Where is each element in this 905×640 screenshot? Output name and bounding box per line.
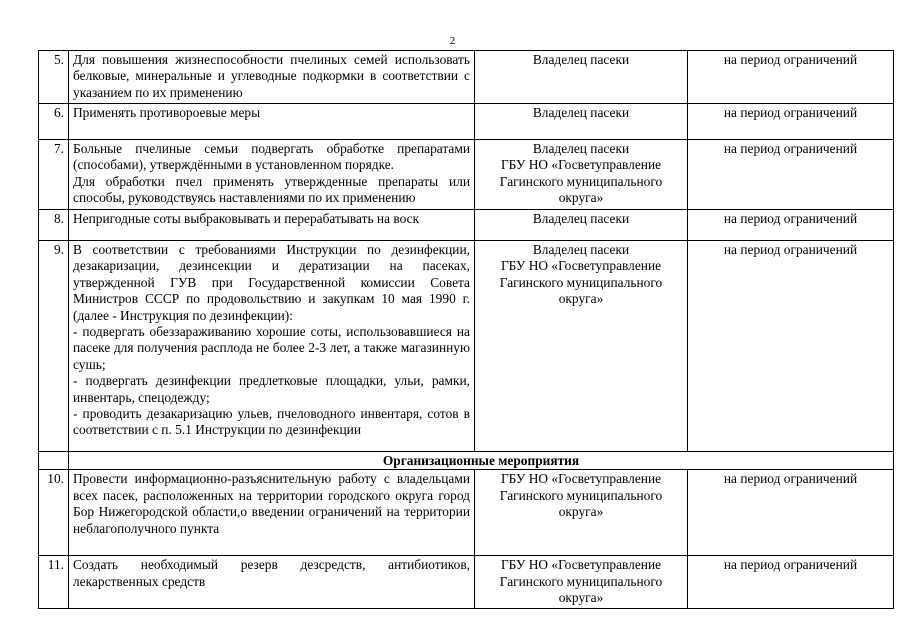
term: на период ограничений: [688, 210, 894, 241]
table-row: [39, 210, 894, 241]
row-number: 11.: [39, 556, 69, 609]
table-row: [39, 104, 894, 140]
executor: Владелец пасеки ГБУ НО «Госветуправление Гагинского муниципального округа»: [475, 241, 688, 452]
executor: Владелец пасеки: [475, 104, 688, 140]
row-number: 8.: [39, 210, 69, 241]
measure-text: Провести информационно-разъяснительную работу с владельцами всех пасек, расположенных на территории городского округа город Бор Нижегородской области,о введении ограничений на территории неблагополучного пункта: [69, 470, 475, 556]
row-number: 9.: [39, 241, 69, 452]
term: на период ограничений: [688, 556, 894, 609]
row-number: 7.: [39, 140, 69, 210]
term: на период ограничений: [688, 241, 894, 452]
row-number: 5.: [39, 51, 69, 104]
section-number-cell: [39, 452, 69, 470]
measures-table-body: [39, 51, 894, 609]
table-row: [39, 470, 894, 556]
measure-text: Применять противороевые меры: [69, 104, 475, 140]
table-row: [39, 556, 894, 609]
term: на период ограничений: [688, 51, 894, 104]
term: на период ограничений: [688, 104, 894, 140]
executor: ГБУ НО «Госветуправление Гагинского муниципального округа»: [475, 556, 688, 609]
term: на период ограничений: [688, 470, 894, 556]
measures-table: [38, 50, 894, 609]
executor: Владелец пасеки ГБУ НО «Госветуправление Гагинского муниципального округа»: [475, 140, 688, 210]
section-row: [39, 452, 894, 470]
measure-text: В соответствии с требованиями Инструкции по дезинфекции, дезакаризации, дезинсекции и дератизации на пасеках, утвержденной ГУВ при Государственной комиссии Совета Министров СССР по продовольствию и закупкам 10 мая 1990 г. (далее - Инструкция по дезинфекции): - подвергать обеззараживанию хорошие соты, использовавшиеся на пасеке для получения расплода не более 2-3 лет, а также магазинную сушь; - подвергать дезинфекции предлетковые площадки, ульи, рамки, инвентарь, спецодежду; - проводить дезакаризацию ульев, пчеловодного инвентаря, сотов в соответствии с п. 5.1 Инструкции по дезинфекции: [69, 241, 475, 452]
page-number: 2: [449, 35, 456, 47]
measure-text: Больные пчелиные семьи подвергать обработке препаратами (способами), утверждёнными в установленном порядке. Для обработки пчел применять утвержденные препараты или способы, руководствуясь наставлениями по их применению: [69, 140, 475, 210]
row-number: 6.: [39, 104, 69, 140]
executor: ГБУ НО «Госветуправление Гагинского муниципального округа»: [475, 470, 688, 556]
executor: Владелец пасеки: [475, 210, 688, 241]
measure-text: Создать необходимый резерв дезсредств, антибиотиков, лекарственных средств: [69, 556, 475, 609]
measure-text: Для повышения жизнеспособности пчелиных семей использовать белковые, минеральные и углеводные подкормки в соответствии с указанием по их применению: [69, 51, 475, 104]
term: на период ограничений: [688, 140, 894, 210]
table-row: [39, 51, 894, 104]
table-row: [39, 241, 894, 452]
section-title: Организационные мероприятия: [69, 452, 894, 470]
table-row: [39, 140, 894, 210]
executor: Владелец пасеки: [475, 51, 688, 104]
measure-text: Непригодные соты выбраковывать и перерабатывать на воск: [69, 210, 475, 241]
row-number: 10.: [39, 470, 69, 556]
